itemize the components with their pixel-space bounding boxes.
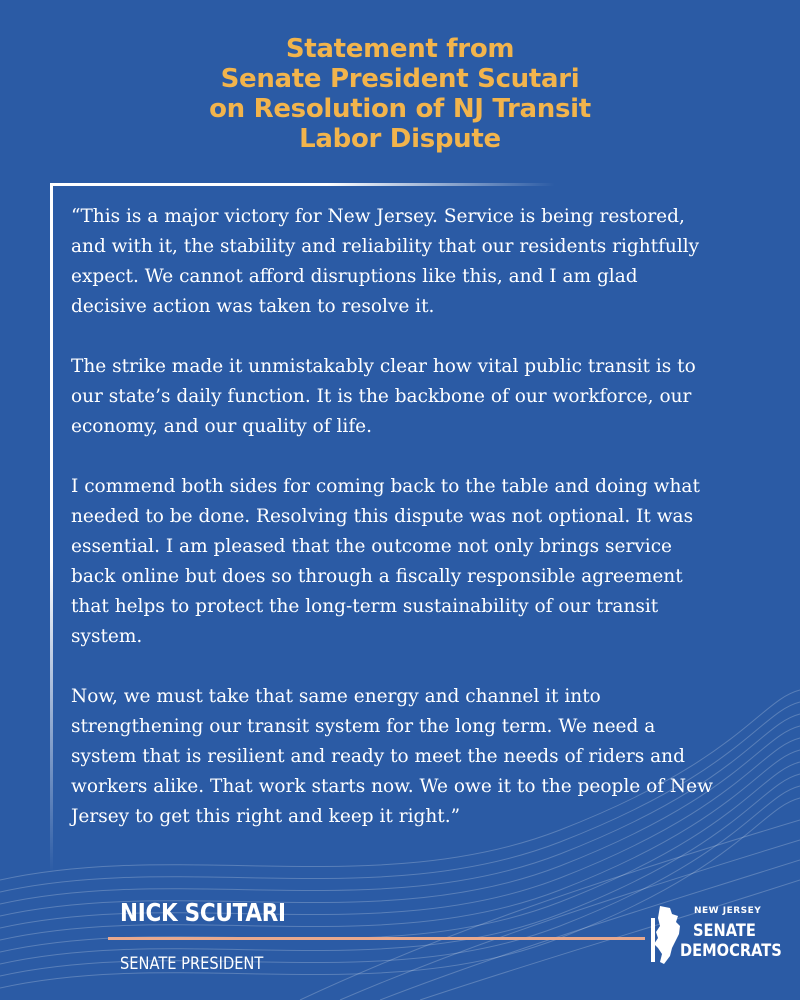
paragraph xyxy=(71,352,771,442)
new-jersey-state-icon xyxy=(650,904,684,968)
title-line: on Resolution of NJ Transit xyxy=(209,94,591,124)
text-line: I commend both sides for coming back to the table and doing what xyxy=(71,476,700,497)
text-line: and with it, the stability and reliability that our residents rightfully xyxy=(71,236,700,257)
signature-rule xyxy=(108,937,645,940)
text-line: decisive action was taken to resolve it. xyxy=(71,296,435,317)
statement-body xyxy=(71,202,771,862)
text-line: The strike made it unmistakably clear how vital public transit is to xyxy=(71,356,696,377)
frame-top-rule xyxy=(50,183,555,186)
text-line: strengthening our transit system for the long term. We need a xyxy=(71,716,656,737)
text-line: economy, and our quality of life. xyxy=(71,416,373,437)
text-line: back online but does so through a fiscally responsible agreement xyxy=(71,566,683,587)
signature-name: NICK SCUTARI xyxy=(120,898,286,927)
paragraph xyxy=(71,682,771,832)
text-line: workers alike. That work starts now. We owe it to the people of New xyxy=(71,776,713,797)
text-line: expect. We cannot afford disruptions like this, and I am glad xyxy=(71,266,638,287)
logo-line-2: DEMOCRATS xyxy=(680,941,782,961)
text-line: Jersey to get this right and keep it right.” xyxy=(71,806,461,827)
logo-state-text: NEW JERSEY xyxy=(694,906,762,916)
text-line: essential. I am pleased that the outcome not only brings service xyxy=(71,536,672,557)
statement-title xyxy=(0,34,800,154)
frame-left-rule xyxy=(50,183,53,873)
signature-role: SENATE PRESIDENT xyxy=(120,954,264,974)
title-line: Senate President Scutari xyxy=(220,64,580,94)
text-line: Now, we must take that same energy and channel it into xyxy=(71,686,601,707)
title-line: Statement from xyxy=(285,34,515,64)
logo-line-1: SENATE xyxy=(693,921,756,941)
paragraph xyxy=(71,472,771,652)
title-line: Labor Dispute xyxy=(299,124,501,154)
text-line: system. xyxy=(71,626,143,647)
text-line: that helps to protect the long-term sustainability of our transit xyxy=(71,596,659,617)
senate-democrats-logo xyxy=(650,904,782,974)
text-line: our state’s daily function. It is the backbone of our workforce, our xyxy=(71,386,692,407)
text-line: “This is a major victory for New Jersey. Service is being restored, xyxy=(71,206,685,227)
paragraph xyxy=(71,202,771,322)
text-line: system that is resilient and ready to meet the needs of riders and xyxy=(71,746,685,767)
text-line: needed to be done. Resolving this dispute was not optional. It was xyxy=(71,506,694,527)
